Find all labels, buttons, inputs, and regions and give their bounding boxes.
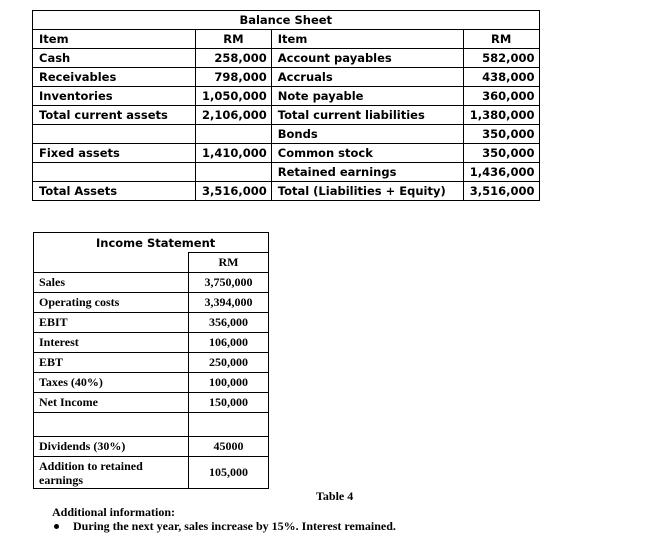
income-amount: 100,000 [189,373,269,393]
left-item: Inventories [33,87,196,106]
left-item: Receivables [33,68,196,87]
balance-sheet-header-row [33,30,540,49]
income-item: EBIT [34,313,189,333]
right-amount: 582,000 [463,49,539,68]
right-amount: 1,380,000 [463,106,539,125]
left-amount-header: RM [196,30,272,49]
left-item [33,125,196,144]
income-item: Operating costs [34,293,189,313]
table-row [34,373,269,393]
spacer-row [34,413,269,437]
table-caption: Table 4 [316,489,354,503]
income-statement-title-row [34,233,269,253]
right-item-header: Item [271,30,463,49]
right-amount: 350,000 [463,144,539,163]
left-amount: 2,106,000 [196,106,272,125]
income-item: Addition to retained earnings [34,457,189,489]
table-row [33,163,540,182]
left-item: Total Assets [33,182,196,201]
table-row [33,106,540,125]
income-statement-header-row [34,253,269,273]
left-item: Total current assets [33,106,196,125]
left-item: Cash [33,49,196,68]
right-item: Total (Liabilities + Equity) [271,182,463,201]
left-amount: 1,050,000 [196,87,272,106]
income-amount: 3,750,000 [189,273,269,293]
income-amount: 150,000 [189,393,269,413]
right-item: Retained earnings [271,163,463,182]
income-amount: 250,000 [189,353,269,373]
income-item: EBT [34,353,189,373]
right-amount: 3,516,000 [463,182,539,201]
right-item: Account payables [271,49,463,68]
table-row [33,182,540,201]
right-amount: 1,436,000 [463,163,539,182]
table-row [33,125,540,144]
income-item: Sales [34,273,189,293]
table-row [33,144,540,163]
table-row [33,49,540,68]
spacer-cell [189,413,269,437]
right-amount: 360,000 [463,87,539,106]
table-row [34,393,269,413]
income-amount: 105,000 [189,457,269,489]
left-item [33,163,196,182]
additional-info-text: During the next year, sales increase by 15%. Interest remained. [73,519,396,533]
left-amount: 3,516,000 [196,182,272,201]
income-item-header [34,253,189,273]
balance-sheet-title: Balance Sheet [33,11,540,30]
right-amount: 438,000 [463,68,539,87]
left-amount: 1,410,000 [196,144,272,163]
additional-info-bullet [54,519,396,534]
right-item: Note payable [271,87,463,106]
bullet-icon [54,524,59,529]
right-item: Total current liabilities [271,106,463,125]
table-row [34,293,269,313]
income-statement-title: Income Statement [34,233,269,253]
table-row [34,437,269,457]
income-statement-table [33,232,269,489]
income-item: Interest [34,333,189,353]
left-amount: 258,000 [196,49,272,68]
table-row [34,313,269,333]
right-item: Bonds [271,125,463,144]
left-item-header: Item [33,30,196,49]
spacer-cell [34,413,189,437]
income-amount: 3,394,000 [189,293,269,313]
left-amount: 798,000 [196,68,272,87]
right-amount-header: RM [463,30,539,49]
right-item: Common stock [271,144,463,163]
right-amount: 350,000 [463,125,539,144]
income-amount: 356,000 [189,313,269,333]
table-row [34,353,269,373]
income-item: Net Income [34,393,189,413]
income-item: Dividends (30%) [34,437,189,457]
income-item: Taxes (40%) [34,373,189,393]
income-amount: 106,000 [189,333,269,353]
additional-info-heading: Additional information: [52,505,176,519]
income-amount-header: RM [189,253,269,273]
table-row [33,68,540,87]
balance-sheet-table [32,10,540,201]
table-row [34,333,269,353]
income-amount: 45000 [189,437,269,457]
left-item: Fixed assets [33,144,196,163]
balance-sheet-title-row [33,11,540,30]
table-row [34,273,269,293]
table-row [33,87,540,106]
table-row [34,457,269,489]
left-amount [196,163,272,182]
right-item: Accruals [271,68,463,87]
left-amount [196,125,272,144]
